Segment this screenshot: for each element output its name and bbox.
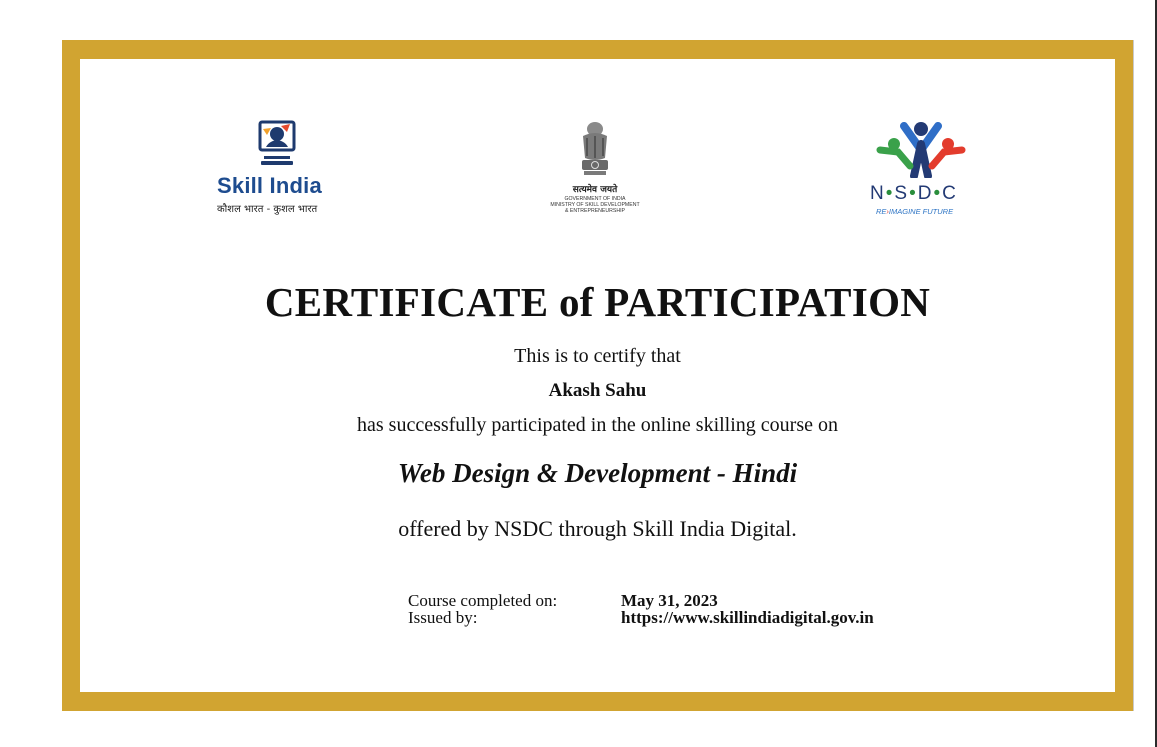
skill-india-logo: [217, 120, 337, 215]
nsdc-logo: [866, 120, 976, 220]
nsdc-wordmark: N•S•D•C: [870, 183, 958, 204]
government-emblem-logo: [530, 120, 660, 230]
gov-line-1: GOVERNMENT OF INDIA: [564, 196, 626, 202]
gov-line-2: MINISTRY OF SKILL DEVELOPMENT: [550, 202, 640, 208]
gov-line-3: & ENTREPRENEURSHIP: [565, 208, 625, 214]
issued-label: Issued by:: [408, 608, 478, 627]
offered-text: offered by NSDC through Skill India Digital.: [398, 516, 797, 541]
nsdc-tagline: RE›IMAGINE FUTURE: [876, 207, 954, 216]
issuer-url: https://www.skillindiadigital.gov.in: [621, 608, 874, 627]
completed-date: May 31, 2023: [621, 591, 718, 610]
completed-label: Course completed on:: [408, 591, 558, 610]
nsdc-people-icon: [876, 120, 966, 178]
emblem-motto: सत्यमेव जयते: [572, 185, 618, 195]
meta-values: [621, 592, 874, 626]
certify-text: This is to certify that: [514, 345, 681, 367]
participation-text: has successfully participated in the online skilling course on: [357, 414, 838, 436]
border-edge: [1133, 40, 1134, 711]
monitor-icon: [257, 120, 297, 168]
skill-india-wordmark: Skill India: [217, 173, 322, 198]
recipient-name: Akash Sahu: [548, 380, 647, 401]
skill-india-tagline: कौशल भारत - कुशल भारत: [217, 204, 318, 215]
certificate-heading: CERTIFICATE of PARTICIPATION: [264, 279, 931, 325]
meta-labels: [408, 592, 557, 626]
national-emblem-icon: [575, 120, 615, 180]
course-title: Web Design & Development - Hindi: [397, 458, 798, 488]
